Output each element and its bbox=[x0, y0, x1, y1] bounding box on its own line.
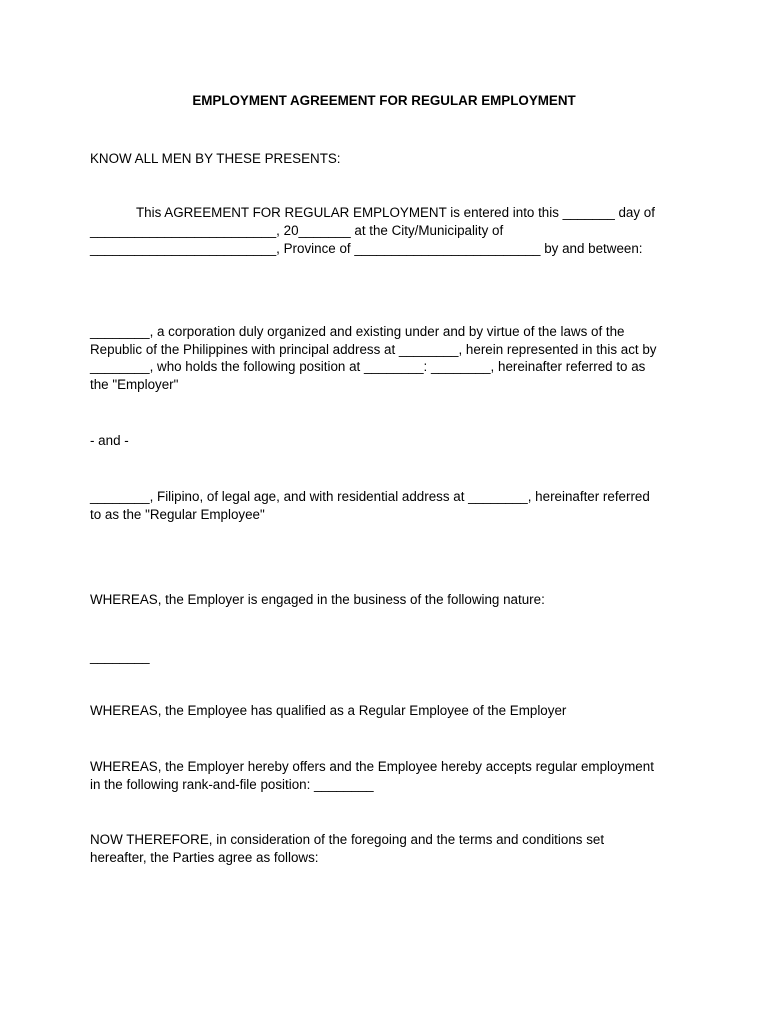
business-nature-blank: ________ bbox=[90, 649, 150, 664]
whereas-qualified: WHEREAS, the Employee has qualified as a Regular Employee of the Employer bbox=[90, 703, 567, 718]
and-separator: - and - bbox=[90, 433, 129, 448]
employer-line-4: the "Employer" bbox=[90, 377, 179, 392]
employer-line-3: ________, who holds the following position at ________: ________, hereinafter referred to as bbox=[90, 359, 646, 374]
employer-line-1: ________, a corporation duly organized and existing under and by virtue of the laws of the bbox=[90, 324, 625, 339]
document-title: EMPLOYMENT AGREEMENT FOR REGULAR EMPLOYMENT bbox=[192, 93, 576, 108]
now-therefore-line-1: NOW THEREFORE, in consideration of the foregoing and the terms and conditions set bbox=[90, 832, 605, 847]
whereas-offer-line-2: in the following rank-and-file position: ________ bbox=[90, 777, 374, 792]
intro-line-3: _________________________, Province of _________________________ by and between: bbox=[90, 241, 643, 256]
employee-line-2: to as the "Regular Employee" bbox=[90, 507, 265, 522]
employee-line-1: ________, Filipino, of legal age, and with residential address at ________, hereinafter referred bbox=[90, 489, 650, 504]
intro-line-2: _________________________, 20_______ at the City/Municipality of bbox=[90, 223, 504, 238]
whereas-business: WHEREAS, the Employer is engaged in the business of the following nature: bbox=[90, 592, 545, 607]
employer-line-2: Republic of the Philippines with principal address at ________, herein represented in this act by bbox=[90, 342, 657, 357]
intro-line-1: This AGREEMENT FOR REGULAR EMPLOYMENT is entered into this _______ day of bbox=[136, 205, 655, 220]
whereas-offer-line-1: WHEREAS, the Employer hereby offers and the Employee hereby accepts regular employment bbox=[90, 759, 654, 774]
now-therefore-line-2: hereafter, the Parties agree as follows: bbox=[90, 850, 319, 865]
opening-clause: KNOW ALL MEN BY THESE PRESENTS: bbox=[90, 151, 341, 166]
